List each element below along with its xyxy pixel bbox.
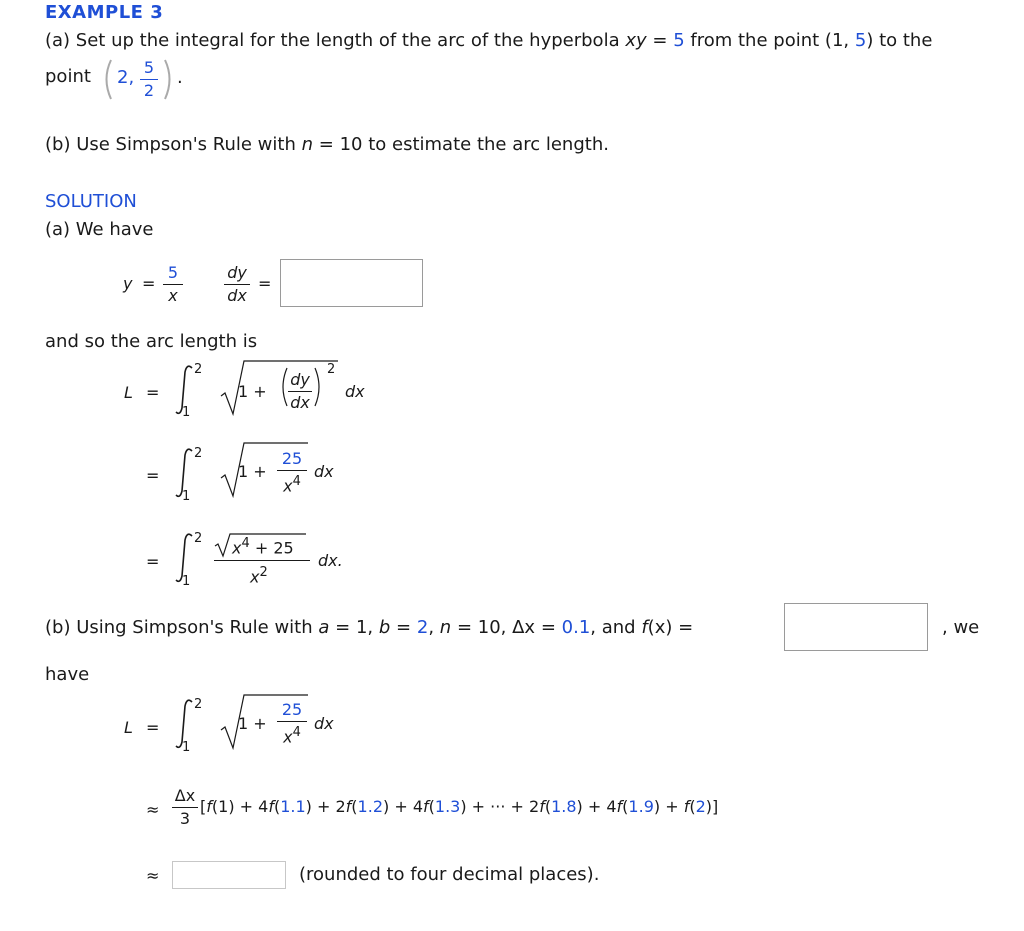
fx-text: (x) = [647,617,694,638]
paren-right-1 [313,366,325,410]
sum-part: f [539,797,545,816]
dydx-inner-bar [288,391,312,392]
25-over-x4-b [277,700,307,747]
dx-word-1: dx [345,382,365,401]
y-eq: = [142,274,156,293]
y-num: 5 [167,263,179,282]
b-val: 2 [416,617,429,638]
num-25: 25 [281,449,303,468]
den-pow4-b: 4 [292,725,301,740]
dy-inner: dy [290,370,310,389]
sum-part: [ [200,797,207,816]
sum-part: f [423,797,429,816]
L-var: L [124,383,133,402]
dydx-inner [288,370,312,413]
simpson-sum-expression [200,797,718,816]
lower-limit-2: 1 [182,489,191,504]
plus-25: + 25 [254,538,294,558]
delta-x-sym: Δx [512,617,536,638]
we-text: , we [942,617,980,638]
sum-part: ) + [653,797,684,816]
f-var: f [641,617,648,638]
n-val: = 10, [456,617,507,638]
sum-part: f [683,797,690,816]
a-var: a [318,617,330,638]
have-text: have [45,664,90,685]
sum-part: ( [622,797,629,816]
point2-num: 5 [143,58,155,77]
sum-part: )] [705,797,719,816]
point1-x: 1, [831,30,850,51]
we-have-text: (a) We have [45,219,154,240]
dydx-answer-input[interactable] [280,259,423,307]
one-plus-2: 1 + [238,462,267,481]
sum-part: 1.1 [280,797,306,816]
sum-part: f [206,797,212,816]
sum-part: (1) + 4 [211,797,269,816]
b-var: b [378,617,391,638]
upper-limit-3: 2 [194,531,203,546]
sum-part: ( [351,797,358,816]
delta-x-over-3 [172,786,198,829]
delta-x-eq: = [540,617,556,638]
dx-word-4: dx [314,714,334,733]
sum-part: 2 [695,797,706,816]
and-text: , and [590,617,636,638]
fx-answer-input[interactable] [784,603,928,651]
y-den: x [168,286,178,305]
from-text: from the point [690,30,820,51]
approx-2: ≈ [146,866,160,885]
part-b-line [45,134,609,155]
point2-fraction-bar [140,79,158,80]
a-val: = 1, [335,617,374,638]
25-over-x4-b-bar [277,721,307,722]
part-b-text: (b) Use Simpson's Rule with [45,134,296,155]
delta-x-num: Δx [174,786,196,805]
sum-part: ) + 4 [383,797,423,816]
point2-x: 2, [117,67,135,88]
x2-x: x [250,567,260,587]
three-den: 3 [179,809,191,828]
simpson-prefix: (b) Using Simpson's Rule with [45,617,313,638]
sum-part: ) + 2 [305,797,346,816]
x2-pow: 2 [259,565,268,580]
den-x-b: x [283,727,293,747]
dx-period: dx. [318,551,343,570]
sum-part: 1.3 [434,797,461,816]
b-eq: = [396,617,412,638]
hyperbola-eq: = [652,30,668,51]
sum-part: ( [428,797,435,816]
point-word: point [45,66,91,87]
rounded-note: (rounded to four decimal places). [299,864,600,885]
to-the-text: to the [879,30,933,51]
one-plus-4: 1 + [238,714,267,733]
point2-fraction [140,58,158,101]
L-eq: = [146,383,160,402]
part-a-line1 [45,30,932,51]
num-25-b: 25 [281,700,303,719]
part-b-suffix: to estimate the arc length. [368,134,609,155]
point1-close: ) [866,30,874,51]
sum-part: ) + 4 [576,797,617,816]
25-over-x4-bar [277,470,307,471]
upper-limit-4: 2 [194,697,203,712]
y-fraction [163,263,183,306]
dydx-fraction [224,263,250,306]
sum-part: f [345,797,352,816]
one-plus-1: 1 + [238,382,267,401]
delta-x-val: 0.1 [561,617,591,638]
dydx-eq: = [258,274,272,293]
part-a-prefix: (a) Set up the integral for the length of the arc of the hyperbola [45,30,620,51]
x4-plus-25 [232,536,294,557]
square-exp: 2 [327,362,336,377]
sum-part: 1.8 [551,797,577,816]
sum-part: f [268,797,274,816]
x4-x: x [232,538,242,558]
part-b-n-eq: = 10 [318,134,363,155]
dx-inner: dx [290,393,310,412]
y-fraction-bar [163,284,183,285]
simpson-line [45,617,693,638]
dydx-bar [224,284,250,285]
lower-limit-4: 1 [182,740,191,755]
example-heading: EXAMPLE 3 [45,2,164,23]
den-pow4: 4 [292,474,301,489]
point2-paren-right [162,58,176,102]
eq-line2: = [146,466,160,485]
sum-part: ( [544,797,552,816]
result-answer-input[interactable] [172,861,286,889]
den-x: x [283,476,293,496]
L-var-2: L [124,718,133,737]
point2-den: 2 [143,81,155,100]
approx-1: ≈ [146,800,160,819]
part-b-n: n [301,134,314,155]
hyperbola-lhs: xy [625,30,647,51]
lower-limit-3: 1 [182,574,191,589]
dy-text: dy [227,263,247,282]
hyperbola-rhs: 5 [673,30,685,51]
eq-line3: = [146,552,160,571]
point2-period: . [177,67,183,88]
lower-limit-1: 1 [182,405,191,420]
n-var: n [439,617,452,638]
sum-part: ( [273,797,281,816]
upper-limit-2: 2 [194,446,203,461]
x2-den [250,565,268,586]
line3-fraction-bar [214,560,310,561]
25-over-x4 [277,449,307,496]
point2-paren-left [100,58,114,102]
upper-limit-1: 2 [194,362,203,377]
sum-part: 1.2 [357,797,383,816]
y-var: y [123,274,133,293]
dx-text: dx [227,286,247,305]
point1-y: 5 [854,30,867,51]
sum-part: ) + ··· + 2 [460,797,540,816]
dx-word-2: dx [314,462,334,481]
x4-pow: 4 [241,536,250,551]
sum-part: f [616,797,623,816]
sum-part: ( [689,797,696,816]
arc-intro-text: and so the arc length is [45,331,258,352]
solution-label: SOLUTION [45,191,137,212]
sum-part: 1.9 [628,797,654,816]
b-comma: , [428,617,435,638]
point1-open: ( [824,30,832,51]
L-eq-2: = [146,718,160,737]
delta-x-over-3-bar [172,807,198,808]
